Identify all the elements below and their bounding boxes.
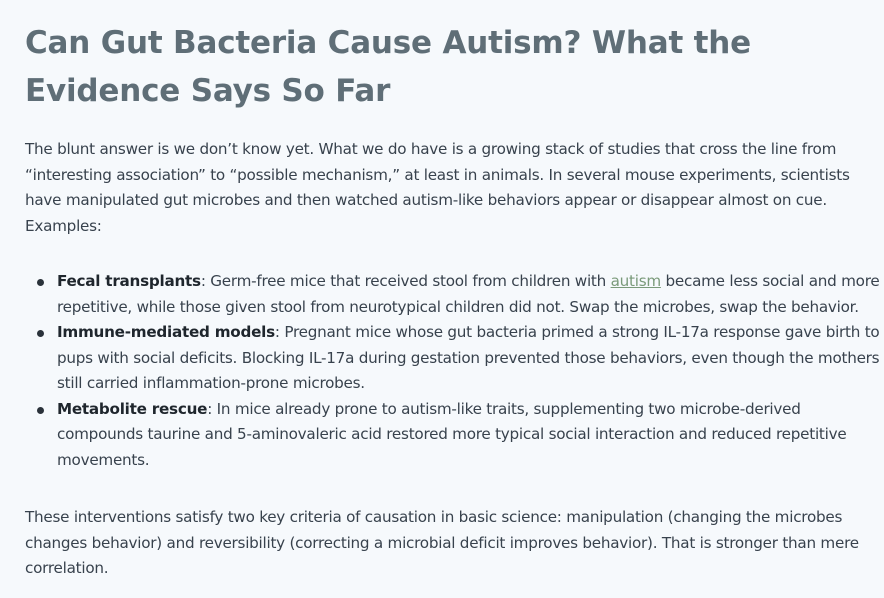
- example-text: : In mice already prone to autism-like traits, supplementing two microbe-derived compounds taurine and 5-aminovaleric acid restored more typical social interaction and reduced repetitive movements.: [57, 399, 847, 469]
- examples-list: [25, 269, 884, 473]
- example-text: : Germ-free mice that received stool from children with: [200, 272, 611, 290]
- list-item-fecal-transplants: [57, 269, 884, 320]
- conclusion-paragraph: These interventions satisfy two key criteria of causation in basic science: manipulation (changing the microbes changes behavior) and reversibility (correcting a microbial deficit improves behavior). That is stronger than mere correlation.: [25, 508, 859, 577]
- term-metabolite-rescue: Metabolite rescue: [57, 399, 208, 418]
- term-fecal-transplants: Fecal transplants: [57, 272, 201, 290]
- example-text: became less social and more repetitive, while those given stool from neurotypical children did not. Swap the microbes, swap the behavior.: [57, 272, 880, 316]
- article-title: Can Gut Bacteria Cause Autism? What the Evidence Says So Far: [25, 25, 751, 109]
- bullet-icon: [37, 407, 44, 414]
- example-text: : Pregnant mice whose gut bacteria primed a strong IL-17a response gave birth to pups with social deficits. Blocking IL-17a during gestation prevented those behaviors, even though the mothers still carried inflammation-prone microbes.: [57, 323, 880, 392]
- bullet-icon: [37, 330, 44, 337]
- list-item-immune-mediated-models: [57, 320, 884, 397]
- intro-paragraph: The blunt answer is we don’t know yet. What we do have is a growing stack of studies that cross the line from “interesting association” to “possible mechanism,” at least in animals. In several mouse experiments, scientists have manipulated gut microbes and then watched autism-like behaviors appear or disappear almost on cue. Examples:: [25, 140, 850, 235]
- list-item-metabolite-rescue: [57, 397, 884, 474]
- term-immune-mediated-models: Immune-mediated models: [57, 323, 275, 341]
- bullet-icon: [37, 279, 44, 286]
- autism-link[interactable]: autism: [610, 272, 661, 290]
